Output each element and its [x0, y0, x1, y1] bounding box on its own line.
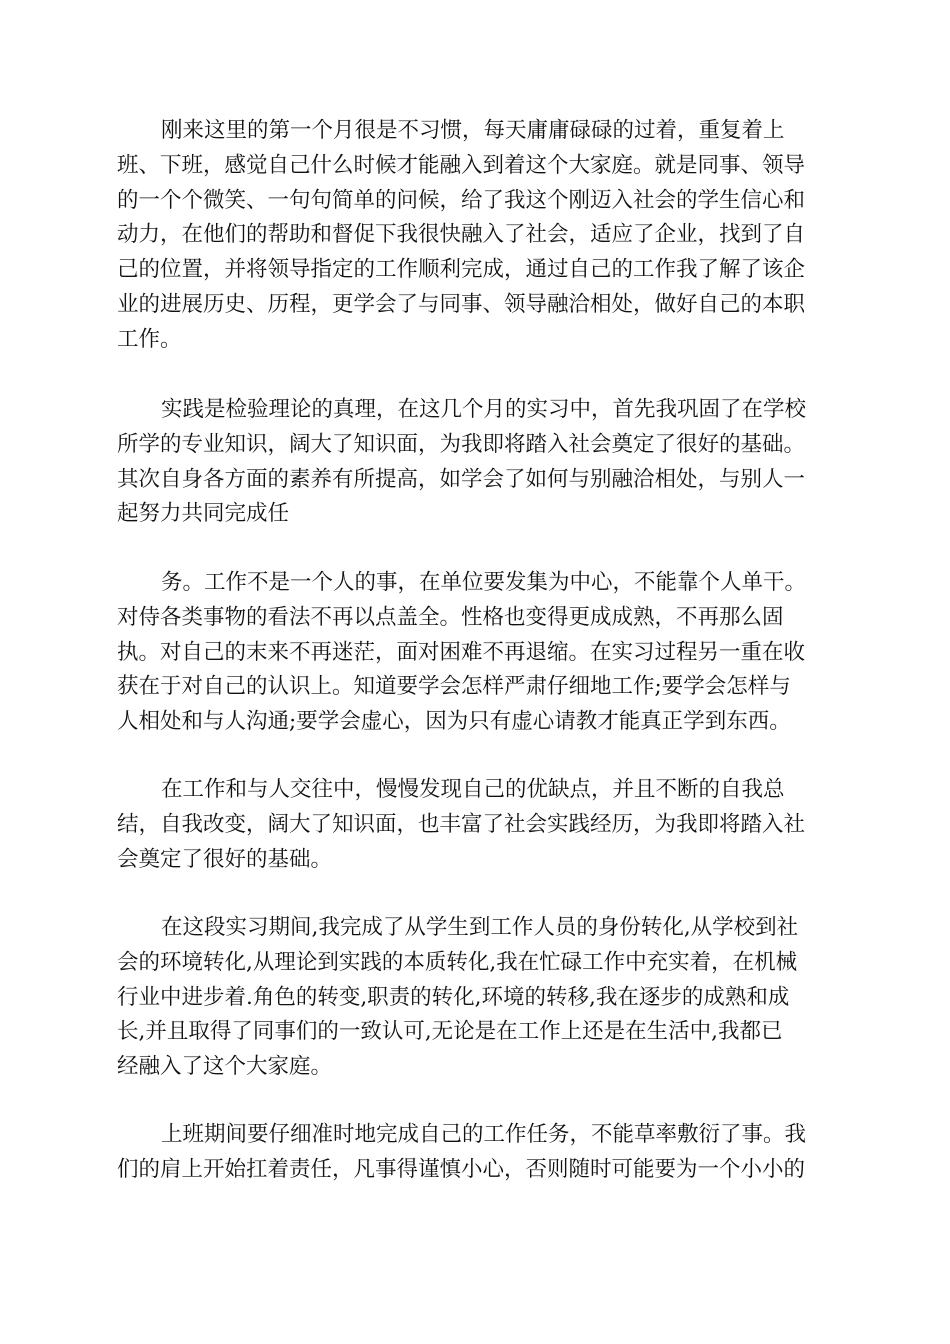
paragraph-line: 经融入了这个大家庭。	[117, 1054, 333, 1080]
paragraph-line: 实践是检验理论的真理，在这几个月的实习中，首先我巩固了在学校	[161, 397, 807, 422]
paragraph-line: 行业中进步着.角色的转变,职责的转化,环境的转移,我在逐步的成熟和成	[117, 984, 790, 1010]
paragraph-line: 会的环境转化,从理论到实践的本质转化,我在忙碌工作中充实着，在机械	[117, 949, 798, 975]
paragraph-line: 刚来这里的第一个月很是不习惯，每天庸庸碌碌的过着，重复着上	[161, 118, 785, 143]
paragraph-line: 动力，在他们的帮助和督促下我很快融入了社会，适应了企业，找到了自	[117, 222, 806, 248]
paragraph-line: 获在于对自己的认识上。知道要学会怎样严肃仔细地工作;要学会怎样与	[117, 674, 791, 700]
paragraph-line: 对侍各类事物的看法不再以点盖全。性格也变得更成成熟，不再那么固	[117, 604, 784, 630]
paragraph-line: 们的肩上开始扛着责任，凡事得谨慎小心，否则随时可能要为一个小小的	[117, 1156, 806, 1182]
paragraph-line: 在这段实习期间,我完成了从学生到工作人员的身份转化,从学校到社	[161, 915, 799, 940]
paragraph-line: 长,并且取得了同事们的一致认可,无论是在工作上还是在生活中,我都已	[117, 1019, 783, 1045]
paragraph-line: 会奠定了很好的基础。	[117, 846, 333, 872]
paragraph-line: 其次自身各方面的素养有所提高，如学会了如何与别融洽相处，与别人一	[117, 466, 806, 492]
paragraph-6	[117, 1118, 833, 1188]
paragraph-line: 起努力共同完成任	[117, 501, 290, 527]
paragraph-line: 执。对自己的末来不再迷茫，面对困难不再退缩。在实习过程另一重在收	[117, 639, 806, 665]
paragraph-4	[117, 773, 833, 877]
paragraph-line: 务。工作不是一个人的事，在单位要发集为中心，不能靠个人单干。	[161, 570, 807, 595]
paragraph-2	[117, 393, 833, 532]
paragraph-line: 所学的专业知识，阔大了知识面，为我即将踏入社会奠定了很好的基础。	[117, 431, 806, 457]
paragraph-line: 上班期间要仔细准时地完成自己的工作任务，不能草率敷衍了事。我	[161, 1122, 807, 1147]
paragraph-line: 结，自我改变，阔大了知识面，也丰富了社会实践经历，为我即将踏入社	[117, 811, 806, 837]
paragraph-5	[117, 911, 833, 1085]
paragraph-1	[117, 114, 833, 358]
paragraph-line: 人相处和与人沟通;要学会虚心，因为只有虚心请教才能真正学到东西。	[117, 709, 791, 735]
paragraph-line: 在工作和与人交往中，慢慢发现自己的优缺点，并且不断的自我总	[161, 777, 785, 802]
paragraph-line: 班、下班，感觉自己什么时候才能融入到着这个大家庭。就是同事、领导	[117, 152, 806, 178]
paragraph-line: 的一个个微笑、一句句简单的问候，给了我这个刚迈入社会的学生信心和	[117, 187, 806, 213]
paragraph-line: 工作。	[117, 326, 182, 352]
paragraph-3	[117, 566, 833, 740]
paragraph-line: 己的位置，并将领导指定的工作顺利完成，通过自己的工作我了解了该企	[117, 257, 806, 283]
paragraph-line: 业的进展历史、历程，更学会了与同事、领导融洽相处，做好自己的本职	[117, 291, 806, 317]
